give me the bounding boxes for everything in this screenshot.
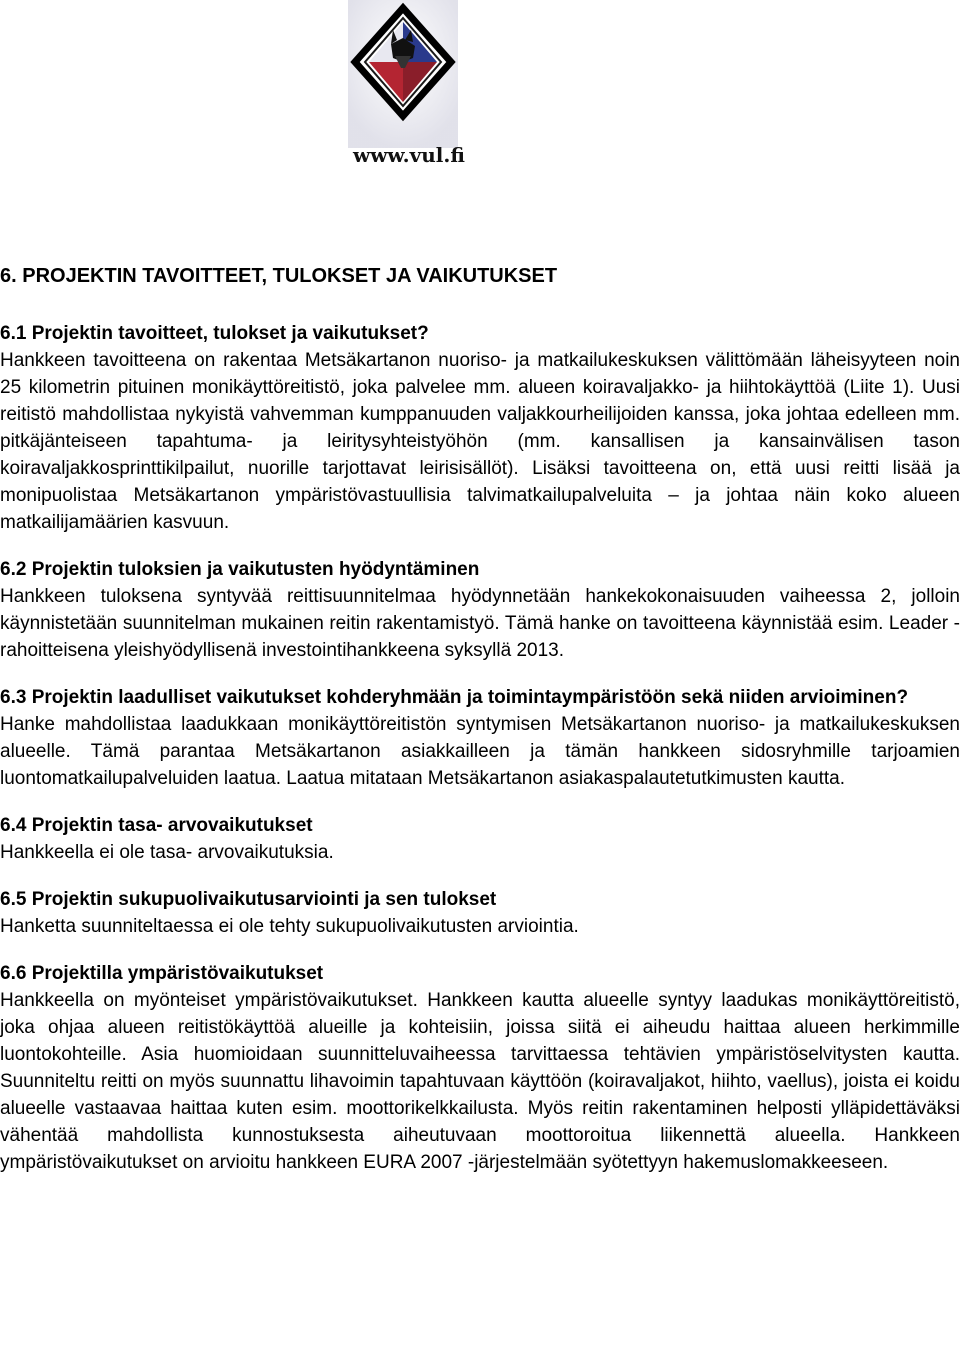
section-body: Hankkeen tuloksena syntyvää reittisuunnitelmaa hyödynnetään hankekokonaisuuden vaiheessa 2, jolloin käynnistetään suunnitelman mukainen reitin rakentamistyö. Tämä hanke on tavoitteena käynnistää esim. Leader -rahoitteisena yleishyödyllisenä investointihankkeena syksyllä 2013. bbox=[0, 586, 960, 661]
vul-logo bbox=[343, 0, 463, 190]
section-6-5 bbox=[0, 886, 960, 940]
section-heading: 6.1 Projektin tavoitteet, tulokset ja vaikutukset? bbox=[0, 323, 429, 344]
section-6-2 bbox=[0, 556, 960, 664]
section-6-4 bbox=[0, 812, 960, 866]
document-body bbox=[0, 262, 960, 1196]
section-heading: 6.3 Projektin laadulliset vaikutukset kohderyhmään ja toimintaympäristöön sekä niiden arvioiminen? bbox=[0, 687, 909, 708]
section-heading: 6.4 Projektin tasa- arvovaikutukset bbox=[0, 815, 313, 836]
section-6-3 bbox=[0, 684, 960, 792]
section-heading: 6.6 Projektilla ympäristövaikutukset bbox=[0, 963, 324, 984]
section-body: Hanke mahdollistaa laadukkaan monikäyttöreitistön syntymisen Metsäkartanon nuoriso- ja matkailukeskuksen alueelle. Tämä parantaa Metsäkartanon asiakkailleen ja tämän hankkeen sidosryhmille tarjoamien luontomatkailupalveluiden laatua. Laatua mitataan Metsäkartanon asiakaspalautetutkimusten kautta. bbox=[0, 714, 960, 789]
section-body: Hankkeella on myönteiset ympäristövaikutukset. Hankkeen kautta alueelle syntyy laadukas monikäyttöreitistö, joka ohjaa alueen reitistökäyttöä alueille ja kohteisiin, joissa siitä ei aiheudu haittaa alueen herkimmille luontokohteille. Asia huomioidaan suunnitteluvaiheessa tarvittaessa tehtävien ympäristöselvitysten kautta. Suunniteltu reitti on myös suunnattu lihavoimin tapahtuvaan käyttöön (koiravaljakot, hiihto, vaellus), joista ei koidu alueelle vastaavaa haittaa kuten esim. moottorikelkkailusta. Myös reitin rakentaminen helposti ylläpidettäväksi vähentää mahdollista kunnostuksesta aiheutuvaan moottoroitua liikennettä alueella. Hankkeen ympäristövaikutukset on arvioitu hankkeen EURA 2007 -järjestelmään syötettyyn hakemuslomakkeeseen. bbox=[0, 990, 960, 1173]
logo-text: www.vul.fi bbox=[353, 143, 465, 167]
section-6-6 bbox=[0, 960, 960, 1176]
section-body: Hankkeella ei ole tasa- arvovaikutuksia. bbox=[0, 842, 334, 863]
main-heading: 6. PROJEKTIN TAVOITTEET, TULOKSET JA VAIKUTUKSET bbox=[0, 265, 558, 287]
section-heading: 6.5 Projektin sukupuolivaikutusarviointi ja sen tulokset bbox=[0, 889, 497, 910]
section-heading: 6.2 Projektin tuloksien ja vaikutusten hyödyntäminen bbox=[0, 559, 480, 580]
section-6-1 bbox=[0, 320, 960, 536]
section-body: Hankkeen tavoitteena on rakentaa Metsäkartanon nuoriso- ja matkailukeskuksen välittömään läheisyyteen noin 25 kilometrin pituinen monikäyttöreitistö, joka palvelee mm. alueen koiravaljakko- ja hiihtokäyttöä (Liite 1). Uusi reitistö mahdollistaa nykyistä vahvemman kumppanuuden valjakkourheilijoiden kanssa, joka johtaa edelleen mm. pitkäjänteiseen tapahtuma- ja leiritysyhteistyöhön (mm. kansallisen ja kansainvälisen tason koiravaljakkosprinttikilpailut, nuorille tarjottavat leirisisällöt). Lisäksi tavoitteena on, että uusi reitti lisää ja monipuolistaa Metsäkartanon ympäristövastuullisia talvimatkailupalveluita – ja johtaa näin koko alueen matkailijamäärien kasvuun. bbox=[0, 350, 960, 533]
section-body: Hanketta suunniteltaessa ei ole tehty sukupuolivaikutusten arviointia. bbox=[0, 916, 579, 937]
